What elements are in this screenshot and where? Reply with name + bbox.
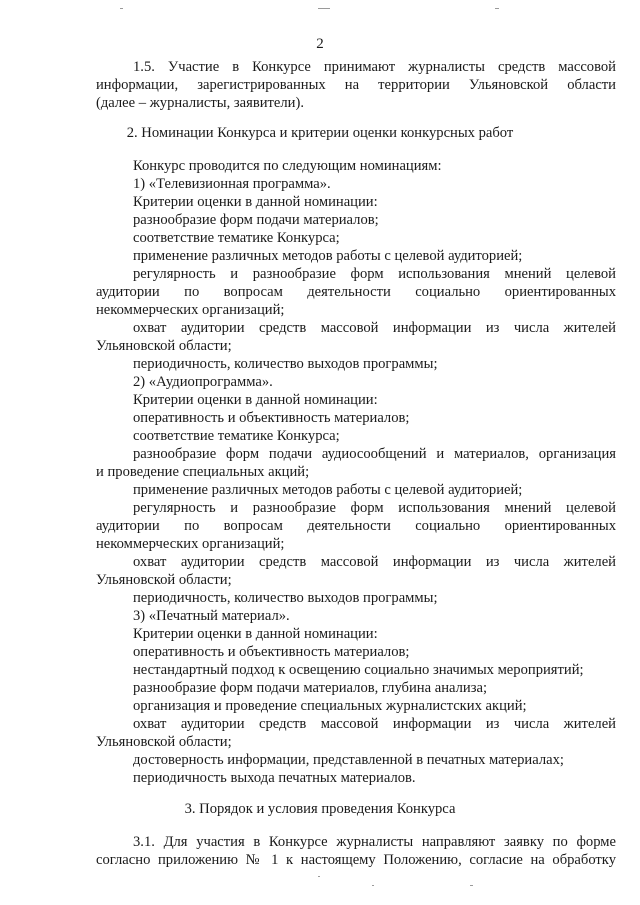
list-line: Конкурс проводится по следующим номинациям: xyxy=(133,158,442,174)
list-line: соответствие тематике Конкурса; xyxy=(133,230,340,246)
list-line: Критерии оценки в данной номинации: xyxy=(133,626,378,642)
paragraph-line: 1.5. Участие в Конкурсе принимают журналисты средств массовой xyxy=(133,59,616,75)
scan-speck xyxy=(318,876,320,877)
list-line: охват аудитории средств массовой информации из числа жителей xyxy=(133,320,616,336)
list-line: 2) «Аудиопрограмма». xyxy=(133,374,273,390)
list-line: периодичность выхода печатных материалов. xyxy=(133,770,416,786)
scan-speck xyxy=(470,885,473,886)
page-number: 2 xyxy=(316,36,324,52)
list-line: Критерии оценки в данной номинации: xyxy=(133,392,378,408)
list-line: и проведение специальных акций; xyxy=(96,464,310,480)
list-line: аудитории по вопросам деятельности социально ориентированных xyxy=(96,518,616,534)
list-line: охват аудитории средств массовой информации из числа жителей xyxy=(133,716,616,732)
scan-speck xyxy=(318,8,330,9)
list-line: Ульяновской области; xyxy=(96,572,232,588)
list-line: регулярность и разнообразие форм использования мнений целевой xyxy=(133,500,616,516)
list-line: оперативность и объективность материалов; xyxy=(133,644,410,660)
scan-speck xyxy=(495,8,499,9)
list-line: нестандартный подход к освещению социально значимых мероприятий; xyxy=(133,662,584,678)
list-line: соответствие тематике Конкурса; xyxy=(133,428,340,444)
section-heading: 2. Номинации Конкурса и критерии оценки конкурсных работ xyxy=(126,125,514,141)
paragraph-line: согласно приложению № 1 к настоящему Положению, согласие на обработку xyxy=(96,852,616,868)
list-line: разнообразие форм подачи материалов; xyxy=(133,212,379,228)
list-line: Критерии оценки в данной номинации: xyxy=(133,194,378,210)
list-line: организация и проведение специальных журналистских акций; xyxy=(133,698,527,714)
list-line: некоммерческих организаций; xyxy=(96,302,285,318)
list-line: достоверность информации, представленной в печатных материалах; xyxy=(133,752,564,768)
scan-speck xyxy=(120,8,123,9)
list-line: периодичность, количество выходов программы; xyxy=(133,356,438,372)
list-line: разнообразие форм подачи материалов, глубина анализа; xyxy=(133,680,488,696)
list-line: 1) «Телевизионная программа». xyxy=(133,176,331,192)
list-line: регулярность и разнообразие форм использования мнений целевой xyxy=(133,266,616,282)
list-line: разнообразие форм подачи аудиосообщений и материалов, организация xyxy=(133,446,616,462)
list-line: Ульяновской области; xyxy=(96,734,232,750)
paragraph-line: 3.1. Для участия в Конкурсе журналисты направляют заявку по форме xyxy=(133,834,616,850)
paragraph-line: (далее – журналисты, заявители). xyxy=(96,95,304,111)
list-line: некоммерческих организаций; xyxy=(96,536,285,552)
list-line: применение различных методов работы с целевой аудиторией; xyxy=(133,482,523,498)
list-line: оперативность и объективность материалов; xyxy=(133,410,410,426)
list-line: 3) «Печатный материал». xyxy=(133,608,290,624)
list-line: охват аудитории средств массовой информации из числа жителей xyxy=(133,554,616,570)
list-line: периодичность, количество выходов программы; xyxy=(133,590,438,606)
list-line: Ульяновской области; xyxy=(96,338,232,354)
section-heading: 3. Порядок и условия проведения Конкурса xyxy=(184,801,456,817)
scan-speck xyxy=(372,885,374,886)
list-line: применение различных методов работы с целевой аудиторией; xyxy=(133,248,523,264)
list-line: аудитории по вопросам деятельности социально ориентированных xyxy=(96,284,616,300)
paragraph-line: информации, зарегистрированных на территории Ульяновской области xyxy=(96,77,616,93)
